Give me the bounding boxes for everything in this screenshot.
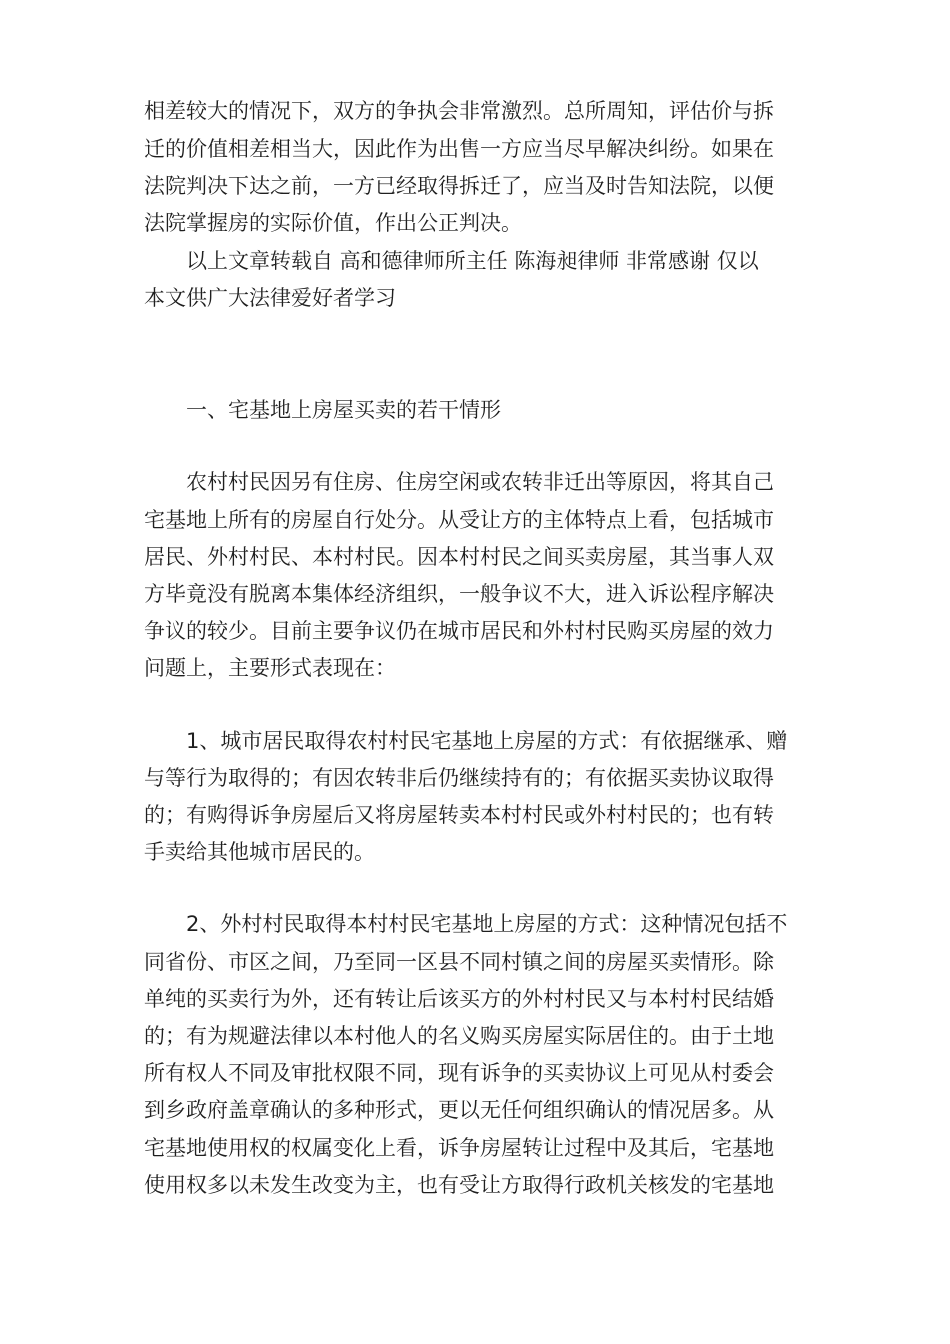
text-line: 宅基地使用权的权属变化上看，诉争房屋转让过程中及其后，宅基地 (144, 1136, 774, 1160)
text-line: 法院判决下达之前，一方已经取得拆迁了，应当及时告知法院，以便 (144, 174, 774, 198)
text-line: 以上文章转载自 高和德律师所主任 陈海昶律师 非常感谢 仅以 (186, 249, 759, 273)
text-line: 本文供广大法律爱好者学习 (144, 286, 396, 310)
text-line: 同省份、市区之间，乃至同一区县不同村镇之间的房屋买卖情形。除 (144, 950, 774, 974)
text-line: 农村村民因另有住房、住房空闲或农转非迁出等原因，将其自己 (186, 470, 774, 494)
text-line: 单纯的买卖行为外，还有转让后该买方的外村村民又与本村村民结婚 (144, 987, 774, 1011)
text-line: 所有权人不同及审批权限不同，现有诉争的买卖协议上可见从村委会 (144, 1061, 774, 1085)
text-line: 方毕竟没有脱离本集体经济组织，一般争议不大，进入诉讼程序解决 (144, 582, 774, 606)
text-line: 到乡政府盖章确认的多种形式，更以无任何组织确认的情况居多。从 (144, 1098, 774, 1122)
text-line: 迁的价值相差相当大，因此作为出售一方应当尽早解决纠纷。如果在 (144, 137, 774, 161)
text-line: 与等行为取得的；有因农转非后仍继续持有的；有依据买卖协议取得 (144, 766, 774, 790)
text-line: 相差较大的情况下，双方的争执会非常激烈。总所周知，评估价与拆 (144, 99, 774, 123)
text-line: 居民、外村村民、本村村民。因本村村民之间买卖房屋，其当事人双 (144, 545, 774, 569)
text-line: 手卖给其他城市居民的。 (144, 840, 375, 864)
text-line: 的；有为规避法律以本村他人的名义购买房屋实际居住的。由于土地 (144, 1024, 774, 1048)
text-line: 法院掌握房的实际价值，作出公正判决。 (144, 211, 522, 235)
text-line: 问题上，主要形式表现在： (144, 656, 396, 680)
text-line: 1、城市居民取得农村村民宅基地上房屋的方式：有依据继承、赠 (186, 729, 788, 753)
text-line: 2、外村村民取得本村村民宅基地上房屋的方式：这种情况包括不 (186, 912, 788, 936)
text-line: 争议的较少。目前主要争议仍在城市居民和外村村民购买房屋的效力 (144, 619, 774, 643)
text-line: 使用权多以未发生改变为主，也有受让方取得行政机关核发的宅基地 (144, 1173, 774, 1197)
text-line: 宅基地上所有的房屋自行处分。从受让方的主体特点上看，包括城市 (144, 508, 774, 532)
text-line: 的；有购得诉争房屋后又将房屋转卖本村村民或外村村民的；也有转 (144, 803, 774, 827)
section-heading: 一、宅基地上房屋买卖的若干情形 (186, 398, 501, 422)
